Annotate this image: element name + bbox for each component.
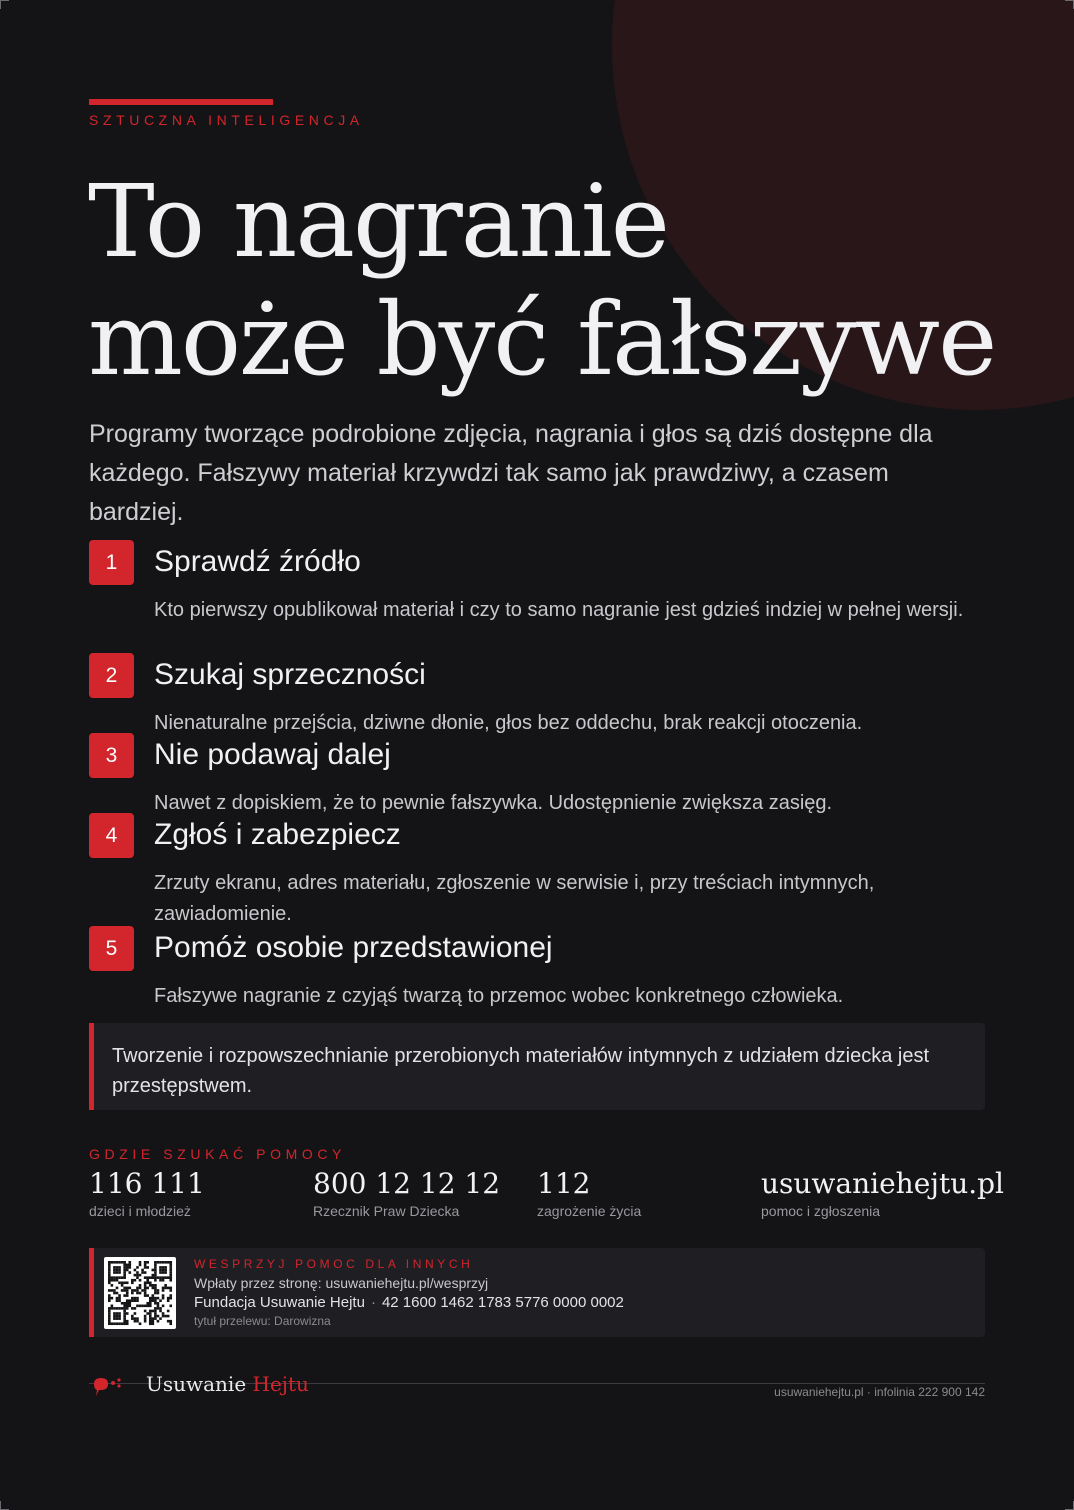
step-title: Zgłoś i zabezpiecz: [154, 818, 401, 851]
step-description: Kto pierwszy opublikował materiał i czy to samo nagranie jest gdzieś indziej w pełnej wersji.: [154, 599, 964, 621]
title-line-2: może być fałszywe: [88, 281, 996, 398]
title-line-1: To nagranie: [88, 163, 668, 280]
donation-link: Wpłaty przez stronę: usuwaniehejtu.pl/wesprzyj: [194, 1275, 489, 1291]
donation-panel: [89, 1248, 985, 1337]
page-title: [88, 163, 995, 399]
step-description: Nawet z dopiskiem, że to pewnie fałszywka. Udostępnienie zwiększa zasięg.: [154, 792, 833, 814]
step-number: 2: [89, 653, 134, 698]
step-description: Fałszywe nagranie z czyjąś twarzą to przemoc wobec konkretnego człowieka.: [154, 985, 844, 1007]
contact-emergency: [537, 1166, 641, 1220]
transfer-title: tytuł przelewu: Darowizna: [194, 1314, 331, 1328]
legal-warning: Tworzenie i rozpowszechnianie przerobionych materiałów intymnych z udziałem dziecka jest przestępstwem.: [89, 1023, 985, 1110]
contact-description: Rzecznik Praw Dziecka: [313, 1203, 460, 1219]
crop-mark: [1065, 1501, 1074, 1510]
contact-website: [761, 1166, 1004, 1220]
bank-details: [194, 1294, 624, 1311]
contact-child-helpline: [89, 1166, 205, 1220]
contact-description: dzieci i młodzież: [89, 1203, 191, 1219]
crop-mark: [0, 0, 9, 9]
contact-number: 112: [537, 1167, 591, 1200]
contact-ombudsman: [313, 1166, 500, 1220]
eyebrow: SZTUCZNA INTELIGENCJA: [89, 112, 364, 128]
step-number: 1: [89, 540, 134, 585]
step-description: Zrzuty ekranu, adres materiału, zgłoszenie w serwisie i, przy treściach intymnych, zawiadomienie.: [154, 872, 875, 925]
step-title: Nie podawaj dalej: [154, 738, 391, 771]
step-title: Sprawdź źródło: [154, 545, 361, 578]
qr-code-icon[interactable]: [104, 1257, 176, 1329]
accent-bar: [89, 99, 273, 105]
crop-mark: [1065, 0, 1074, 9]
logo-word-2: Hejtu: [252, 1372, 309, 1396]
contact-description: pomoc i zgłoszenia: [761, 1203, 881, 1219]
step-number: 4: [89, 813, 134, 858]
account-number: 42 1600 1462 1783 5776 0000 0002: [381, 1294, 624, 1311]
contact-number: usuwaniehejtu.pl: [761, 1167, 1005, 1200]
step-title: Szukaj sprzeczności: [154, 658, 426, 691]
donation-label: WESPRZYJ POMOC DLA INNYCH: [194, 1257, 474, 1271]
foundation-name: Fundacja Usuwanie Hejtu: [194, 1294, 365, 1311]
step-number: 5: [89, 926, 134, 971]
logo-word-1: Usuwanie: [146, 1372, 253, 1396]
separator: ·: [370, 1294, 376, 1311]
lead-paragraph: Programy tworzące podrobione zdjęcia, nagrania i głos są dziś dostępne dla każdego. Fałszywy materiał krzywdzi tak samo jak prawdziwy, a czasem bardziej.: [89, 420, 933, 526]
step-title: Pomóż osobie przedstawionej: [154, 931, 553, 964]
footer-contact: usuwaniehejtu.pl · infolinia 222 900 142: [774, 1385, 985, 1399]
contact-number: 116 111: [89, 1167, 205, 1200]
step-number: 3: [89, 733, 134, 778]
help-label: GDZIE SZUKAĆ POMOCY: [89, 1146, 346, 1162]
crop-mark: [0, 1501, 9, 1510]
step-description: Nienaturalne przejścia, dziwne dłonie, głos bez oddechu, brak reakcji otoczenia.: [154, 712, 863, 734]
brand-logo: [146, 1372, 309, 1396]
contact-description: zagrożenie życia: [537, 1203, 642, 1219]
speech-bubble-icon: [92, 1375, 126, 1403]
contact-number: 800 12 12 12: [313, 1167, 501, 1200]
